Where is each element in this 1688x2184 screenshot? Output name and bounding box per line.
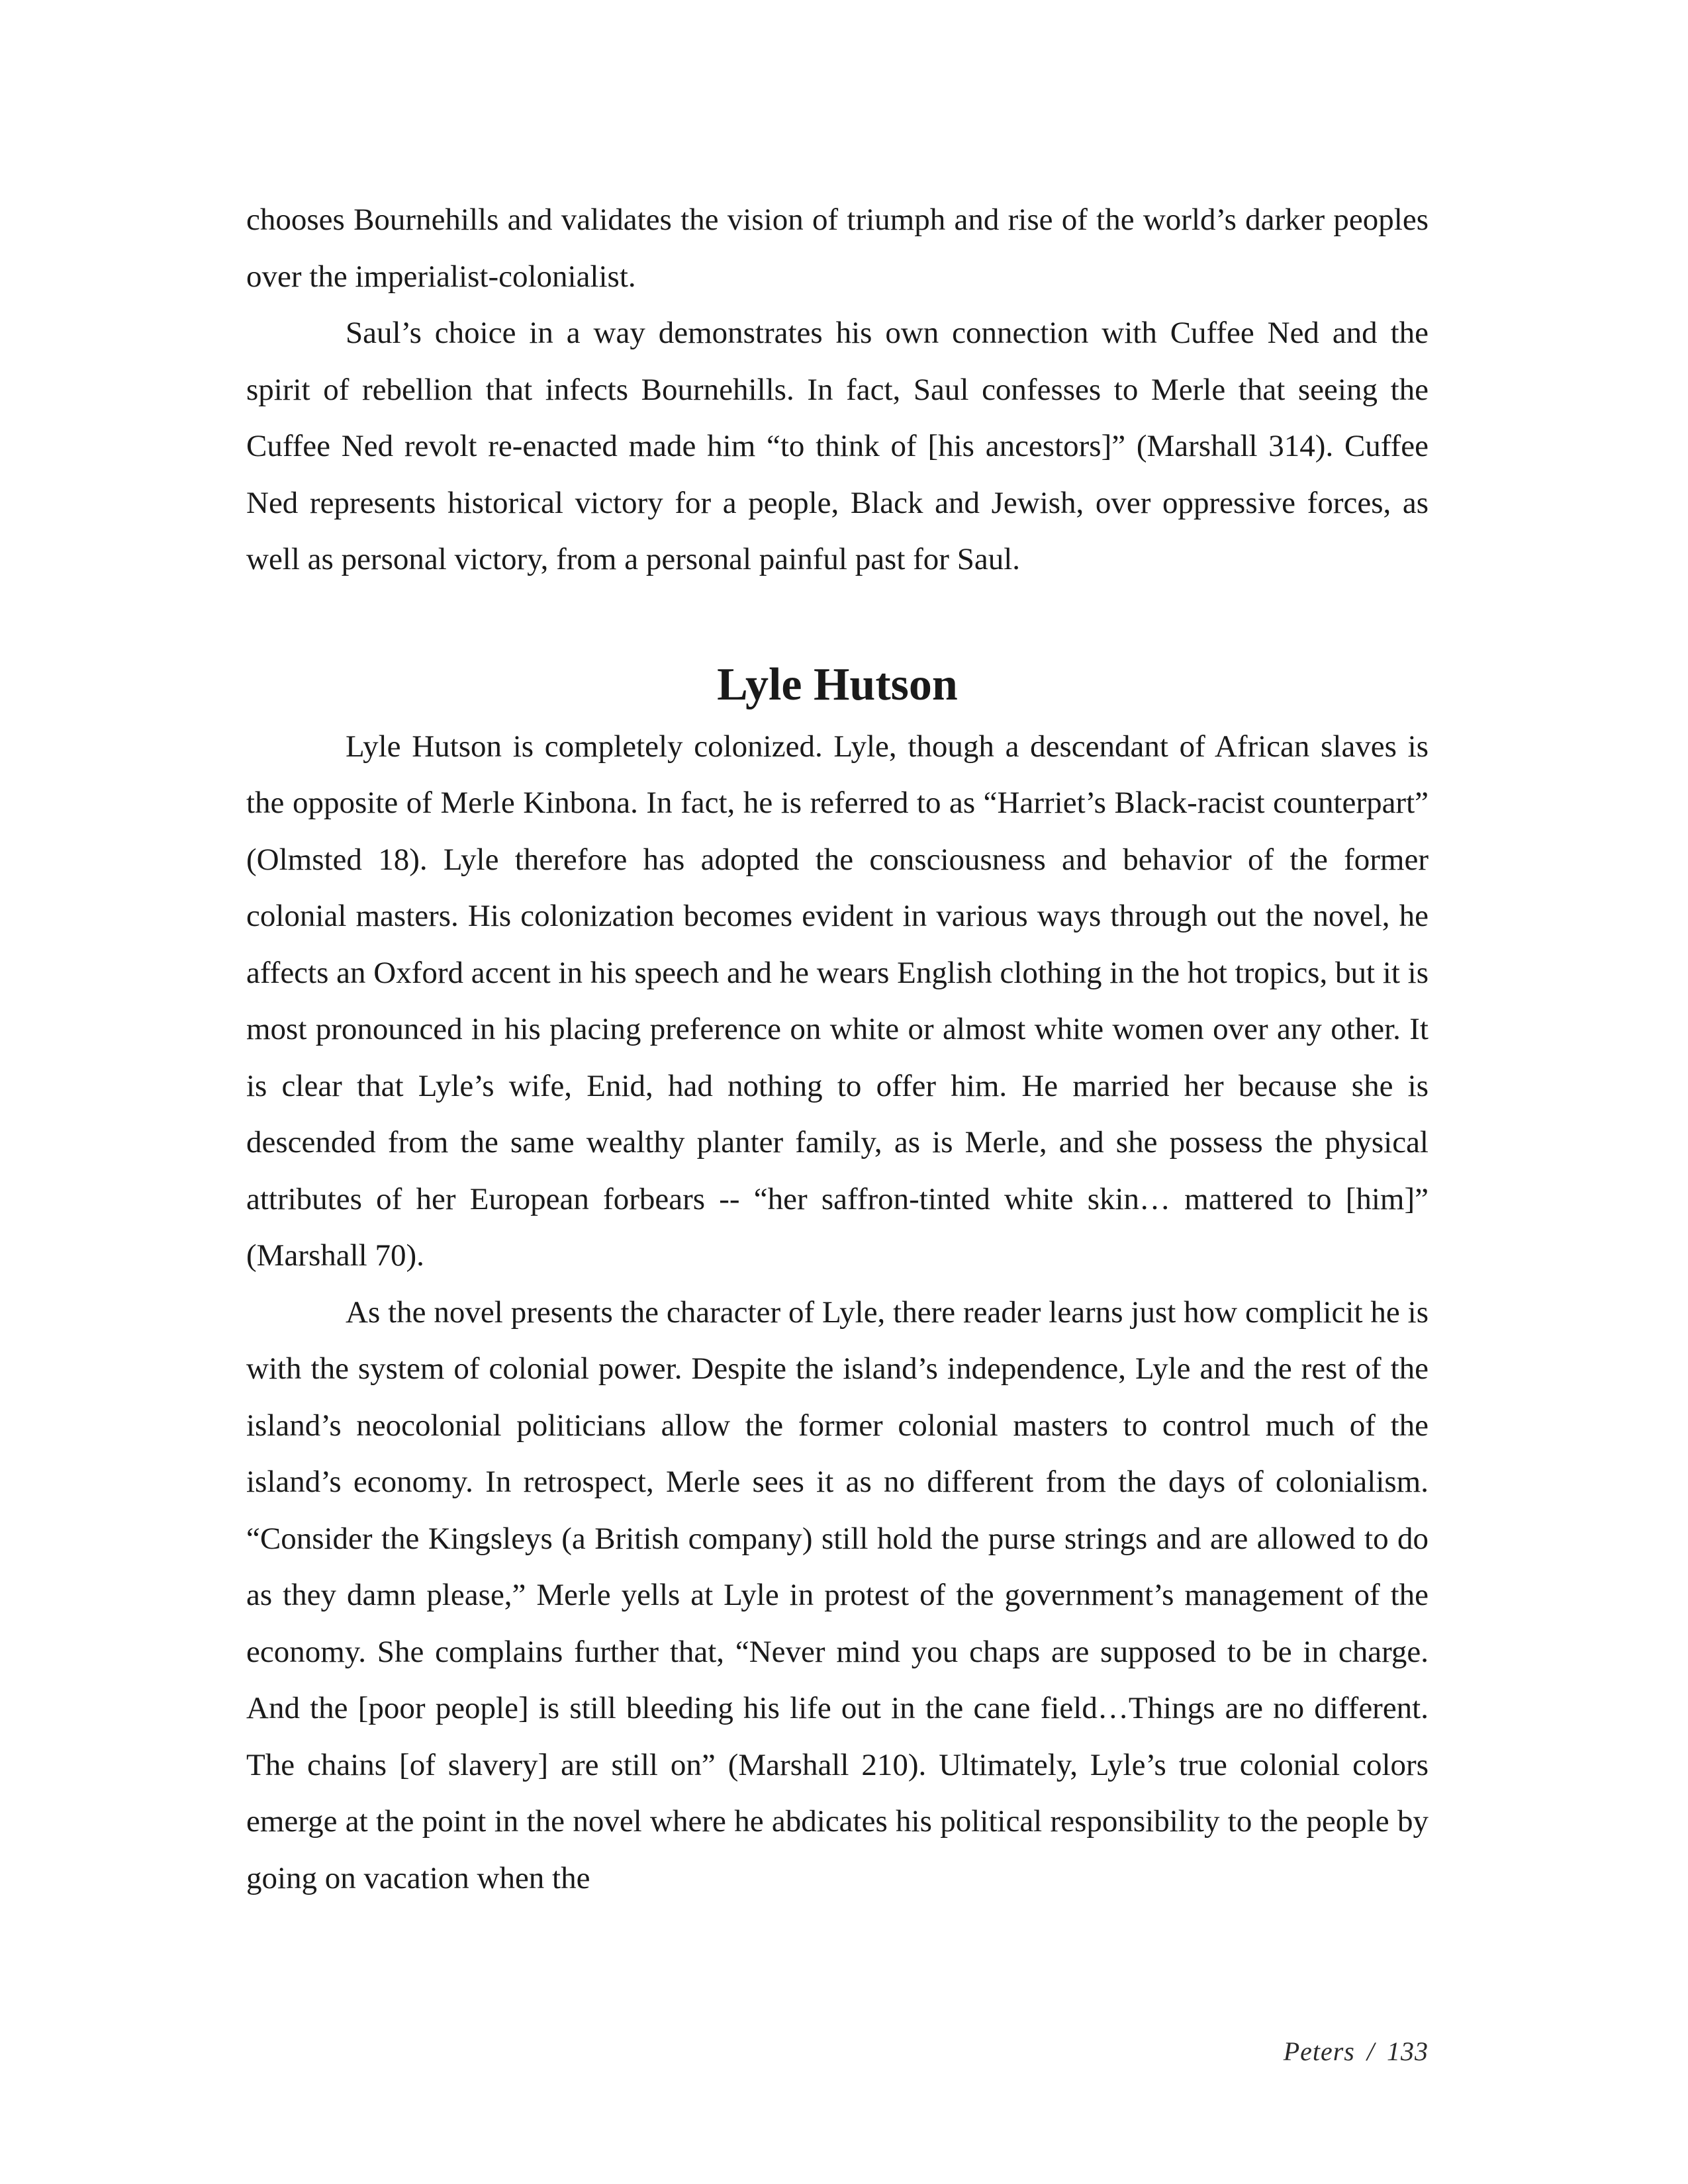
paragraph-lyle-colonized: Lyle Hutson is completely colonized. Lyle, though a descendant of African slaves is the opposite of Merle Kinbona. In fact, he is referred to as “Harriet’s Black-racist counterpart” (Olmsted 18). Lyle therefore has adopted the consciousness and behavior of the former colonial masters. His colonization becomes evident in various ways through out the novel, he affects an Oxford accent in his speech and he wears English clothing in the hot tropics, but it is most pronounced in his placing preference on white or almost white women over any other. It is clear that Lyle’s wife, Enid, had nothing to offer him. He married her because she is descended from the same wealthy planter family, as is Merle, and she possess the physical attributes of her European forbears -- “her saffron-tinted white skin… mattered to [him]” (Marshall 70). bbox=[246, 729, 1429, 1273]
paragraph-lyle-complicit: As the novel presents the character of Lyle, there reader learns just how complicit he is with the system of colonial power. Despite the island’s independence, Lyle and the rest of the island’s neocolonial politicians allow the former colonial masters to control much of the island’s economy. In retrospect, Merle sees it as no different from the days of colonialism. “Consider the Kingsleys (a British company) still hold the purse strings and are allowed to do as they damn please,” Merle yells at Lyle in protest of the government’s management of the economy. She complains further that, “Never mind you chaps are supposed to be in charge. And the [poor people] is still bleeding his life out in the cane field…Things are no different. The chains [of slavery] are still on” (Marshall 210). Ultimately, Lyle’s true colonial colors emerge at the point in the novel where he abdicates his political responsibility to the people by going on vacation when the bbox=[246, 1295, 1429, 1895]
page-number: 133 bbox=[1387, 2036, 1429, 2066]
footer-author: Peters bbox=[1283, 2036, 1355, 2066]
section-heading: Lyle Hutson bbox=[717, 659, 958, 710]
running-footer bbox=[1284, 2036, 1429, 2067]
paragraph-continuation: chooses Bournehills and validates the vision of triumph and rise of the world’s darker peoples over the imperialist-colonialist. bbox=[246, 203, 1429, 294]
page-body bbox=[246, 192, 1429, 1907]
paragraph-saul-choice: Saul’s choice in a way demonstrates his own connection with Cuffee Ned and the spirit of rebellion that infects Bournehills. In fact, Saul confesses to Merle that seeing the Cuffee Ned revolt re-enacted made him “to think of [his ancestors]” (Marshall 314). Cuffee Ned represents historical victory for a people, Black and Jewish, over oppressive forces, as well as personal victory, from a personal painful past for Saul. bbox=[246, 316, 1429, 576]
footer-separator: / bbox=[1366, 2036, 1375, 2066]
